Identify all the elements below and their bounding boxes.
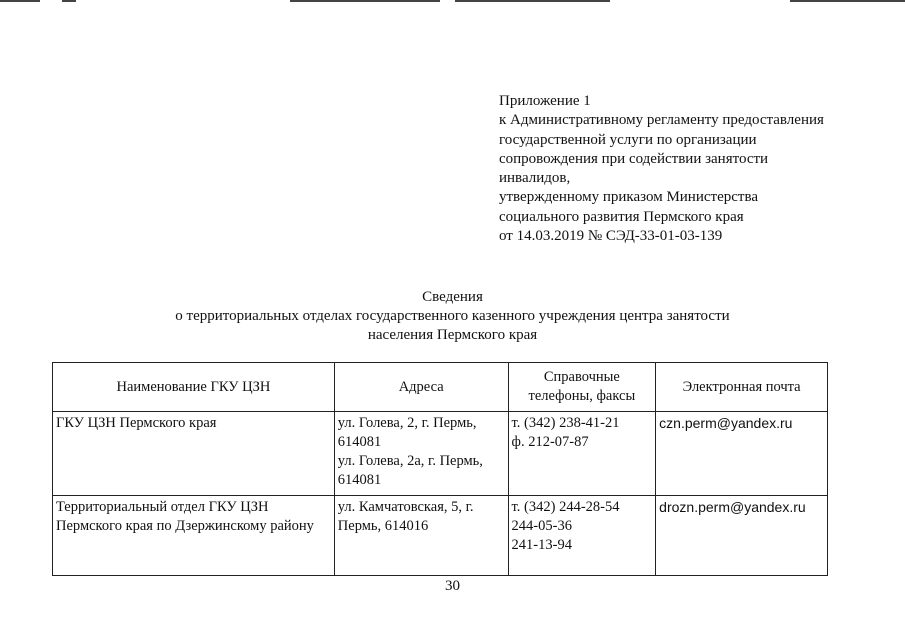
cell-line: 244-05-36 [511, 518, 572, 534]
annex-line: утвержденному приказом Министерства [499, 189, 758, 206]
annex-line: социального развития Пермского края [499, 208, 744, 225]
cell-phones [508, 496, 656, 576]
scan-artifact-line [455, 0, 610, 2]
email-text: czn.perm@yandex.ru [659, 415, 793, 431]
header-name-label: Наименование ГКУ ЦЗН [116, 378, 271, 395]
header-address-label: Адреса [398, 378, 444, 395]
header-email [656, 363, 828, 412]
title-line: населения Пермского края [367, 327, 538, 343]
annex-line: Приложение 1 [499, 93, 591, 109]
cell-line: ф. 212-07-87 [511, 434, 589, 450]
scan-artifact-line [790, 0, 905, 2]
cell-line: ул. Камчатовская, 5, г. [337, 499, 474, 515]
annex-line: сопровождения при содействии занятости [499, 150, 769, 167]
cell-line: 241-13-94 [511, 537, 572, 553]
table-row [53, 412, 828, 496]
header-phones-label: телефоны, факсы [528, 388, 636, 404]
cell-name [53, 412, 335, 496]
cell-address [334, 496, 508, 576]
cell-email [656, 496, 828, 576]
header-phones [508, 363, 656, 412]
cell-line: ул. Голева, 2, г. Пермь, [337, 415, 477, 431]
cell-line: Пермского края по Дзержинскому району [56, 518, 314, 534]
header-address [334, 363, 508, 412]
table-header-row [53, 363, 828, 412]
annex-line: инвалидов, [499, 170, 571, 187]
table-row [53, 496, 828, 576]
document-title [100, 288, 805, 345]
scan-artifact-line [62, 0, 76, 2]
annex-block [499, 92, 879, 246]
annex-line: к Административному регламенту предоставления [499, 112, 824, 129]
offices-table [52, 362, 828, 576]
cell-line: 614081 [337, 434, 382, 450]
cell-email [656, 412, 828, 496]
page-number: 30 [445, 578, 460, 594]
scan-artifact-line [0, 0, 40, 2]
cell-line: Территориальный отдел ГКУ ЦЗН [56, 499, 269, 515]
annex-line: государственной услуги по организации [499, 131, 757, 148]
header-email-label: Электронная почта [682, 378, 801, 395]
cell-line: 614081 [337, 472, 382, 488]
cell-line: ул. Голева, 2а, г. Пермь, [337, 453, 483, 469]
cell-line: т. (342) 238-41-21 [511, 415, 620, 431]
cell-name [53, 496, 335, 576]
cell-phones [508, 412, 656, 496]
annex-line: от 14.03.2019 № СЭД-33-01-03-139 [499, 228, 723, 245]
header-phones-label: Справочные [543, 369, 620, 385]
header-name [53, 363, 335, 412]
cell-line: т. (342) 244-28-54 [511, 499, 620, 515]
cell-address [334, 412, 508, 496]
scan-artifact-line [290, 0, 440, 2]
cell-line: ГКУ ЦЗН Пермского края [56, 415, 217, 431]
title-line: Сведения [422, 289, 483, 305]
email-text: drozn.perm@yandex.ru [659, 499, 806, 515]
cell-line: Пермь, 614016 [337, 518, 429, 534]
title-line: о территориальных отделах государственного казенного учреждения центра занятости [175, 308, 730, 324]
